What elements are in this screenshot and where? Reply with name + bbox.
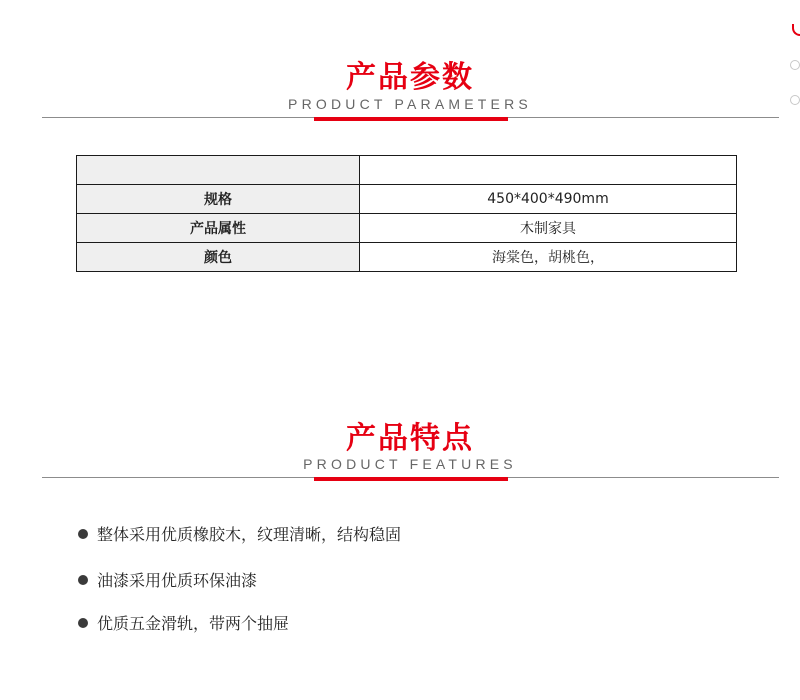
table-cell-key: 规格 <box>77 185 360 214</box>
bullet-icon <box>78 618 88 628</box>
bullet-icon <box>78 575 88 585</box>
edge-decoration-red <box>792 24 800 36</box>
list-item <box>78 568 257 591</box>
table-row <box>77 185 737 214</box>
features-subtitle: PRODUCT FEATURES <box>303 456 517 472</box>
parameters-table <box>76 155 737 272</box>
table-row <box>77 214 737 243</box>
table-row <box>77 156 737 185</box>
parameters-subtitle: PRODUCT PARAMETERS <box>288 96 532 112</box>
table-cell-value: 海棠色，胡桃色， <box>360 243 737 272</box>
table-cell-key: 产品属性 <box>77 214 360 243</box>
parameters-accent-bar <box>314 117 508 121</box>
table-row <box>77 243 737 272</box>
table-cell-value: 450*400*490mm <box>360 185 737 214</box>
parameters-title: 产品参数 <box>346 60 474 95</box>
bullet-icon <box>78 529 88 539</box>
features-accent-bar <box>314 477 508 481</box>
table-cell-key <box>77 156 360 185</box>
table-cell-value: 木制家具 <box>360 214 737 243</box>
list-item <box>78 522 401 545</box>
feature-text: 整体采用优质橡胶木，纹理清晰，结构稳固 <box>97 525 402 544</box>
features-title: 产品特点 <box>346 421 474 456</box>
table-cell-value <box>360 156 737 185</box>
table-cell-key: 颜色 <box>77 243 360 272</box>
feature-text: 油漆采用优质环保油漆 <box>97 571 258 590</box>
list-item <box>78 611 289 634</box>
feature-text: 优质五金滑轨，带两个抽屉 <box>97 614 290 633</box>
